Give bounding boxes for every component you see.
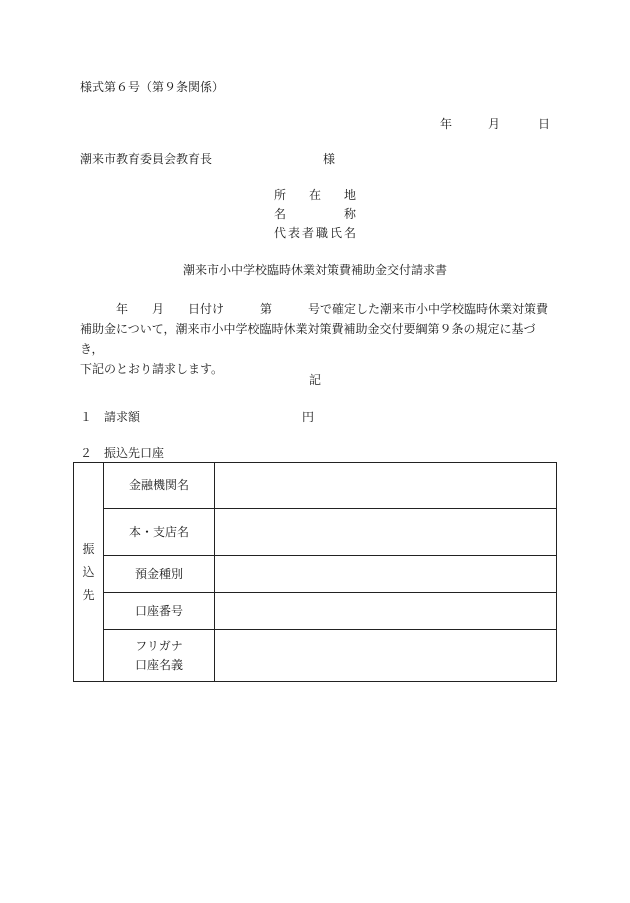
account-holder-label: フリガナ 口座名義 [104,630,215,682]
transfer-account-table [73,462,557,682]
account-number-label: 口座番号 [104,593,215,630]
transfer-account-label: ２ 振込先口座 [80,446,165,460]
date-year: 年 [440,117,453,131]
date-month: 月 [488,117,501,131]
account-type-label: 預金種別 [104,556,215,593]
account-type-field[interactable] [215,556,557,593]
account-number-field[interactable] [215,593,557,630]
date-day: 日 [538,117,551,131]
sender-address-label: 所在地 [274,188,356,202]
request-body [80,299,555,379]
addressee-name: 潮来市教育委員会教育長 [80,152,213,166]
body-line: 年 月 日付け 第 号で確定した潮来市小中学校臨時休業対策費 [80,302,549,316]
ki-heading: 記 [308,373,321,387]
claim-amount-label: １ 請求額 [80,410,141,424]
body-line: 補助金について，潮来市小中学校臨時休業対策費補助金交付要綱第９条の規定に基づき， [80,322,536,356]
document-title: 潮来市小中学校臨時休業対策費補助金交付請求書 [182,263,447,277]
sender-name-label: 名称 [274,207,356,221]
bank-name-label: 金融機関名 [104,463,215,509]
branch-name-label: 本・支店名 [104,509,215,556]
sender-representative-label: 代表者職氏名 [274,226,356,240]
form-number: 様式第６号（第９条関係） [80,80,225,94]
branch-name-field[interactable] [215,509,557,556]
date-line [440,117,550,131]
transfer-side-label: 振 込 先 [74,463,104,682]
addressee-honorific: 様 [323,152,336,166]
body-line: 下記のとおり請求します。 [80,362,224,376]
claim-amount-unit: 円 [302,410,315,424]
bank-name-field[interactable] [215,463,557,509]
account-holder-field[interactable] [215,630,557,682]
